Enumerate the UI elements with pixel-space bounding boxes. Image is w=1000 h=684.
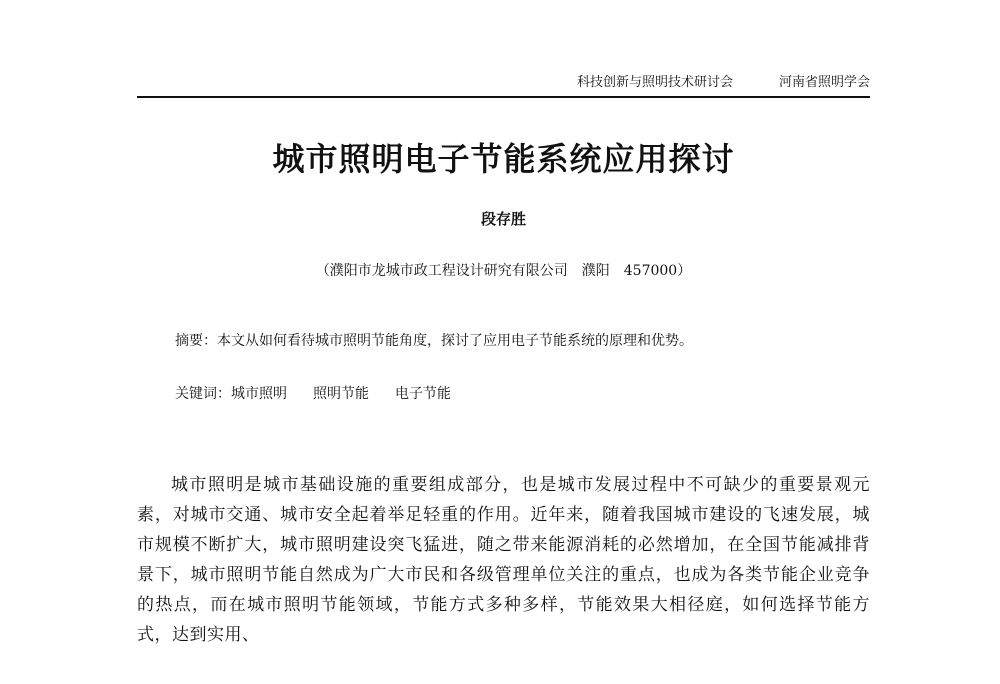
organizer-name: 河南省照明学会: [778, 75, 870, 90]
running-header: [0, 74, 870, 92]
keyword-item: 电子节能: [395, 386, 451, 402]
keywords: [175, 383, 477, 405]
paper-title: 城市照明电子节能系统应用探讨: [272, 140, 735, 178]
keyword-item: 城市照明: [231, 386, 287, 402]
abstract-label: 摘要：: [175, 333, 217, 349]
abstract-text: 本文从如何看待城市照明节能角度，探讨了应用电子节能系统的原理和优势。: [217, 333, 693, 349]
header-rule: [137, 96, 870, 98]
abstract: [175, 330, 693, 352]
conference-name: 科技创新与照明技术研讨会: [576, 75, 733, 90]
body-paragraph: 城市照明是城市基础设施的重要组成部分，也是城市发展过程中不可缺少的重要景观元素，对城市交通、城市安全起着举足轻重的作用。近年来，随着我国城市建设的飞速发展，城市规模不断扩大，城市照明建设突飞猛进，随之带来能源消耗的必然增加，在全国节能减排背景下，城市照明节能自然成为广大市民和各级管理单位关注的重点，也成为各类节能企业竞争的热点，而在城市照明节能领域，节能方式多种多样，节能效果大相径庭，如何选择节能方式，达到实用、: [137, 475, 870, 645]
author-affiliation: （濮阳市龙城市政工程设计研究有限公司 濮阳 457000）: [315, 263, 692, 279]
keywords-label: 关键词：: [175, 386, 231, 402]
keyword-item: 照明节能: [313, 386, 369, 402]
author-name: 段存胜: [480, 210, 526, 228]
